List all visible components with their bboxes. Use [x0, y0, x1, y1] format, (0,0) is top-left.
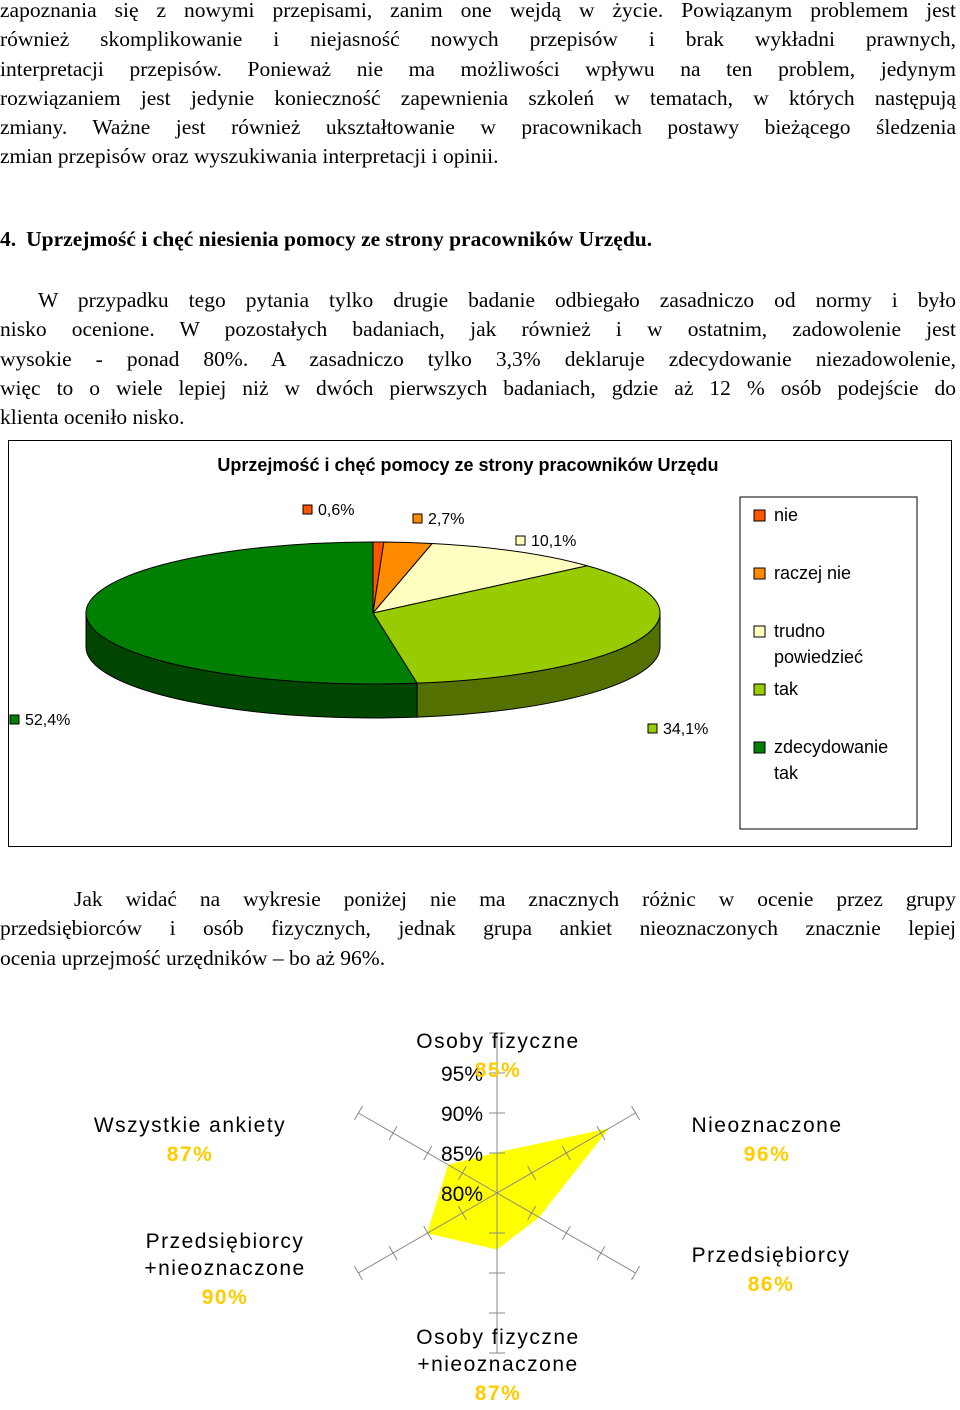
pie-chart-title: Uprzejmość i chęć pomocy ze strony pracowników Urzędu: [217, 455, 719, 475]
text-line: również skomplikowanie i niejasność nowych przepisów i brak wykładni prawnych,: [0, 27, 956, 52]
radar-category-label: Osoby fizyczne: [416, 1326, 580, 1349]
pie-label-swatch: [516, 536, 525, 545]
radar-tick-label: 90%: [440, 1103, 483, 1126]
paragraph-radar-intro: [0, 885, 956, 973]
legend-swatch: [754, 510, 765, 521]
radar-tick-mark: [562, 1226, 570, 1240]
radar-category-value: 87%: [474, 1382, 522, 1405]
radar-category-label: Osoby fizyczne: [416, 1030, 580, 1053]
radar-category: [691, 1114, 842, 1166]
radar-tick-mark: [632, 1106, 640, 1120]
radar-category: [692, 1244, 851, 1296]
radar-tick-mark: [389, 1126, 397, 1140]
radar-tick-label: 80%: [440, 1183, 483, 1206]
radar-category-value: 90%: [201, 1286, 249, 1309]
legend-label: nie: [774, 505, 799, 525]
radar-tick-mark: [354, 1106, 362, 1120]
section-number: 4.: [0, 227, 17, 251]
text-line: rozwiązaniem jest jedynie konieczność zapewnienia szkoleń w tematach, w których następują: [0, 85, 956, 110]
text-line: więc to o wiele lepiej niż w dwóch pierwszych badaniach, gdzie aż 12 % osób podejście do: [0, 375, 956, 400]
radar-category-label: +nieoznaczone: [417, 1353, 579, 1376]
radar-category: [94, 1114, 286, 1166]
pie-data-label: 52,4%: [25, 712, 71, 729]
text-line: zmian przepisów oraz wyszukiwania interpretacji i opinii.: [0, 144, 499, 169]
text-line: W przypadku tego pytania tylko drugie badanie odbiegało zasadniczo od normy i było: [38, 288, 956, 312]
text-line: Jak widać na wykresie poniżej nie ma znacznych różnic w ocenie przez grupy: [74, 887, 956, 911]
text-line: zmiany. Ważne jest również ukształtowanie w pracownikach postawy bieżącego śledzenia: [0, 115, 956, 140]
radar-category-label: +nieoznaczone: [144, 1257, 306, 1280]
text-line: przedsiębiorców i osób fizycznych, jednak grupa ankiet nieoznaczonych znacznie lepiej: [0, 916, 956, 941]
legend-label: zdecydowanie: [774, 737, 889, 757]
text-line: ocenia uprzejmość urzędników – bo aż 96%.: [0, 945, 386, 970]
radar-category-value: 87%: [166, 1143, 214, 1166]
legend-swatch: [754, 626, 765, 637]
pie-data-label: 2,7%: [428, 511, 465, 528]
radar-category-label: Przedsiębiorcy: [691, 1244, 851, 1267]
section-heading: [0, 227, 652, 252]
radar-axis-ticks: [441, 1063, 483, 1206]
pie-data-label: 10,1%: [531, 533, 577, 550]
radar-category-label: Nieoznaczone: [691, 1114, 843, 1137]
text-line: interpretacji przepisów. Ponieważ nie ma możliwości wpływu na ten problem, jedynym: [0, 56, 956, 81]
radar-category: [416, 1326, 579, 1405]
text-line: wysokie - ponad 80%. A zasadniczo tylko 3,3% deklaruje zdecydowanie niezadowolenie,: [0, 346, 956, 371]
radar-tick-mark: [632, 1266, 640, 1280]
radar-tick-mark: [424, 1146, 432, 1160]
legend-swatch: [754, 742, 765, 753]
radar-tick-mark: [389, 1246, 397, 1260]
pie-layer: [86, 542, 660, 718]
legend-label: tak: [774, 679, 799, 699]
radar-category-label: Przedsiębiorcy: [145, 1230, 305, 1253]
radar-category-value: 85%: [474, 1059, 522, 1082]
text-line: klienta oceniło nisko.: [0, 405, 185, 430]
pie-top-faces: [86, 542, 660, 684]
radar-tick-label: 95%: [440, 1063, 483, 1086]
legend-swatch: [754, 684, 765, 695]
legend-label: powiedzieć: [774, 647, 864, 667]
pie-label-swatch: [413, 514, 422, 523]
radar-category: [144, 1230, 305, 1309]
legend-label: tak: [774, 763, 799, 783]
pie-label-swatch: [10, 715, 19, 724]
radar-tick-mark: [597, 1246, 605, 1260]
legend-swatch: [754, 568, 765, 579]
text-line: zapoznania się z nowymi przepisami, zanim one wejdą w życie. Powiązanym problemem jest: [0, 0, 956, 22]
radar-category-value: 86%: [747, 1273, 795, 1296]
pie-chart: [0, 435, 960, 855]
pie-label-swatch: [303, 505, 312, 514]
pie-label-swatch: [648, 724, 657, 733]
pie-data-label: 0,6%: [318, 502, 355, 519]
pie-data-label: 34,1%: [663, 721, 709, 738]
paragraph-intro: [0, 0, 956, 172]
radar-category-label: Wszystkie ankiety: [93, 1114, 287, 1137]
legend-label: trudno: [774, 621, 826, 641]
paragraph-analysis: [0, 286, 956, 432]
legend-label: raczej nie: [774, 563, 852, 583]
radar-tick-mark: [354, 1266, 362, 1280]
radar-tick-label: 85%: [440, 1143, 483, 1166]
radar-category-value: 96%: [743, 1143, 791, 1166]
section-title: Uprzejmość i chęć niesienia pomocy ze strony pracowników Urzędu.: [26, 227, 653, 251]
radar-chart: [0, 1010, 960, 1410]
text-line: nisko ocenione. W pozostałych badaniach, jak również i w ostatnim, zadowolenie jest: [0, 317, 956, 342]
